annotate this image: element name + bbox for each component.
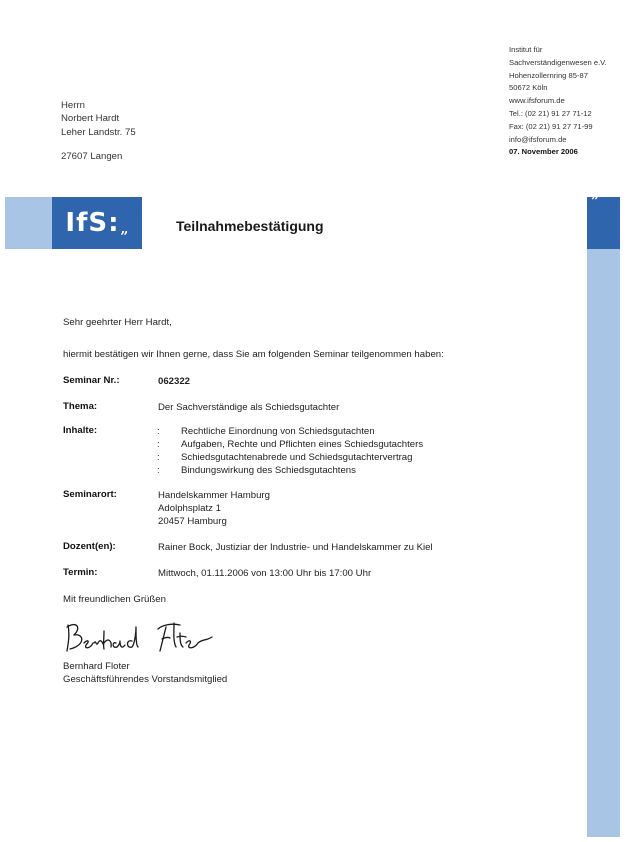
signer-name: Bernhard Floter [63, 661, 130, 672]
seminarort-value [158, 489, 270, 528]
signature-image [62, 617, 222, 657]
list-item: : Aufgaben, Rechte und Pflichten eines Schiedsgutachters [157, 439, 424, 450]
recipient-city: 27607 Langen [61, 151, 123, 163]
seminarort-label: Seminarort: [63, 489, 117, 500]
sender-line: Sachverständigenwesen e.V. [509, 57, 607, 67]
inhalte-list [157, 425, 423, 477]
logo-quote: „ [120, 221, 129, 237]
thema-label: Thema: [63, 401, 98, 412]
recipient-salutation: Herrn [61, 100, 85, 111]
sender-line: Institut für [509, 45, 543, 54]
dozent-label: Dozent(en): [63, 541, 116, 552]
letter-intro: hiermit bestätigen wir Ihnen gerne, dass Sie am folgenden Seminar teilgenommen haben: [63, 349, 444, 360]
thema-value: Der Sachverständige als Schiedsgutachter [158, 402, 340, 413]
logo-text: IfS: [65, 208, 120, 238]
signer-role: Geschäftsführendes Vorstandsmitglied [63, 674, 228, 685]
signer-block [63, 660, 227, 686]
document-title: Teilnahmebestätigung [176, 218, 324, 234]
recipient-address [61, 99, 136, 164]
sender-website: www.ifsforum.de [509, 96, 565, 106]
right-side-strip [587, 197, 620, 837]
recipient-street: Leher Landstr. 75 [61, 126, 136, 138]
sender-address [509, 44, 607, 159]
termin-label: Termin: [63, 567, 98, 578]
letter-date: 07. November 2006 [509, 147, 578, 157]
termin-value: Mittwoch, 01.11.2006 von 13:00 Uhr bis 17:00 Uhr [158, 568, 372, 579]
seminarort-line: 20457 Hamburg [158, 516, 227, 527]
right-quote-mark: ” [591, 194, 600, 210]
seminarort-line: Adolphsplatz 1 [158, 503, 221, 514]
list-item: : Bindungswirkung des Schiedsgutachtens [157, 465, 356, 476]
sender-phone: Tel.: (02 21) 91 27 71-12 [509, 108, 592, 118]
seminarort-line: Handelskammer Hamburg [158, 490, 270, 501]
sender-line: 50672 Köln [509, 83, 548, 93]
letter-greeting: Sehr geehrter Herr Hardt, [63, 317, 172, 328]
sender-line: Hohenzollernring 85-87 [509, 70, 588, 80]
letter-closing: Mit freundlichen Grüßen [63, 594, 166, 605]
dozent-value: Rainer Bock, Justiziar der Industrie- und Handelskammer zu Kiel [158, 542, 433, 553]
list-item: : Schiedsgutachtenabrede und Schiedsgutachtervertrag [157, 452, 413, 463]
sender-email: info@ifsforum.de [509, 134, 567, 144]
ifs-logo [52, 197, 142, 249]
recipient-name: Norbert Hardt [61, 113, 120, 125]
seminar-nr-value: 062322 [158, 376, 191, 387]
sender-fax: Fax: (02 21) 91 27 71-99 [509, 121, 593, 131]
list-item: : Rechtliche Einordnung von Schiedsgutachten [157, 426, 375, 437]
inhalte-label: Inhalte: [63, 425, 98, 436]
seminar-nr-label: Seminar Nr.: [63, 375, 120, 386]
